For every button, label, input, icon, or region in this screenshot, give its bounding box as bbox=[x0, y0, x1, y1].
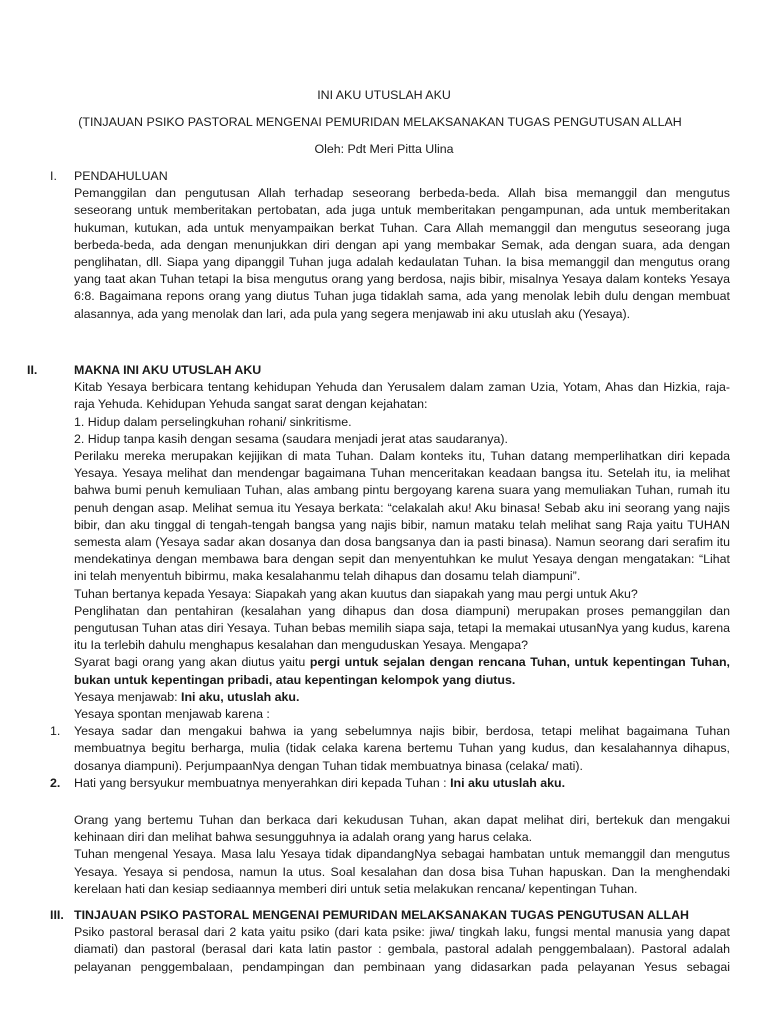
list-item-plain-text: Hati yang bersyukur membuatnya menyerahkan diri kepada Tuhan : bbox=[74, 775, 451, 790]
requirement-text: Syarat bagi orang yang akan diutus yaitu bbox=[74, 655, 310, 670]
section-heading: TINJAUAN PSIKO PASTORAL MENGENAI PEMURIDAN MELAKSANAKAN TUGAS PENGUTUSAN ALLAH bbox=[74, 908, 689, 922]
doc-subtitle: (TINJAUAN PSIKO PASTORAL MENGENAI PEMURIDAN MELAKSANAKAN TUGAS PENGUTUSAN ALLAH bbox=[78, 115, 682, 129]
list-number: 1. bbox=[50, 724, 61, 739]
list-item-bold-text: Ini aku utuslah aku. bbox=[450, 775, 566, 790]
section-number: II. bbox=[27, 363, 38, 377]
doc-author: Oleh: Pdt Meri Pitta Ulina bbox=[314, 142, 454, 156]
paragraph-purification: Penglihatan dan pentahiran (kesalahan yang dihapus dan dosa diampuni) merupakan proses pemanggilan dan pengutusan Tuhan atas diri Yesaya. Tuhan bebas memilih siapa saja, tetapi Ia memakai utusanNya yang kudus, karena itu Ia terlebih dahulu menghapus kesalahan dan menguduskan Yesaya. Mengapa? bbox=[74, 603, 730, 653]
paragraph-answer bbox=[74, 689, 730, 706]
paragraph-intro: Kitab Yesaya berbicara tentang kehidupan Yehuda dan Yerusalem dalam zaman Uzia, Yotam, Ahas dan Hizkia, raja-raja Yehuda. Kehidupan Yehuda sangat sarat dengan kejahatan: bbox=[74, 380, 730, 412]
doc-title: INI AKU UTUSLAH AKU bbox=[317, 88, 451, 102]
paragraph-requirement bbox=[74, 654, 730, 688]
list-item-text: Yesaya sadar dan mengakui bahwa ia yang sebelumnya najis bibir, berdosa, tetapi melihat bagaimana Tuhan membuatnya begitu berharga, mulia (tidak celaka karena bertemu Tuhan yang kudus, dan kesalahannya dihapus, dosanya diampuni). PerjumpaanNya dengan Tuhan tidak membuatnya binasa (celaka/ mati). bbox=[74, 724, 730, 773]
list-item: 2. Hidup tanpa kasih dengan sesama (saudara menjadi jerat atas saudaranya). bbox=[74, 431, 508, 446]
list-item bbox=[50, 775, 730, 792]
list-item-text bbox=[74, 775, 730, 792]
list-item bbox=[50, 723, 730, 775]
paragraph-question: Tuhan bertanya kepada Yesaya: Siapakah yang akan kuutus dan siapakah yang mau pergi untuk Aku? bbox=[74, 586, 638, 601]
section-number: I. bbox=[50, 169, 57, 183]
section-pendahuluan bbox=[50, 168, 730, 323]
list-item: 1. Hidup dalam perselingkuhan rohani/ sinkritisme. bbox=[74, 414, 352, 429]
paragraph-reason: Yesaya spontan menjawab karena : bbox=[74, 707, 270, 722]
section-makna-continued bbox=[74, 812, 730, 898]
paragraph-vision: Perilaku mereka merupakan kejijikan di mata Tuhan. Dalam konteks itu, Tuhan datang memperlihatkan diri kepada Yesaya. Yesaya melihat dan mendengar bagaimana Tuhan menceritakan keadaan bangsa itu. Setelah itu, ia melihat bahwa bumi penuh kemuliaan Tuhan, alas ambang pintu bergoyang karena suara yang memuliakan Tuhan, rumah itu penuh dengan asap. Melihat semua itu Yesaya berkata: “celakalah aku! Aku binasa! Sebab aku ini seorang yang najis bibir, dan aku tinggal di tengah-tengah bangsa yang najis bibir, namun mataku telah melihat sang Raja yaitu TUHAN semesta alam (Yesaya sadar akan dosanya dan dosa bangsanya dan ia pasti binasa). Namun seorang dari serafim itu mendekatinya dengan membawa bara dengan sepit dan menyentuhkan ke mulut Yesaya dengan mengatakan: “Lihat ini telah menyentuh bibirmu, maka kesalahanmu telah dihapus dan dosamu telah diampuni”. bbox=[74, 449, 730, 584]
section-makna bbox=[27, 362, 731, 792]
section-paragraph: Pemanggilan dan pengutusan Allah terhadap seseorang berbeda-beda. Allah bisa memanggil dan mengutus seseorang untuk memberitakan pertobatan, ada juga untuk memberitakan pengampunan, ada untuk memberitakan hukuman, kutukan, ada untuk menyampaikan berkat Tuhan. Cara Allah memanggil dan mengutus seseorang juga berbeda-beda, ada dengan menunjukkan diri dengan api yang membakar Semak, ada dengan suara, ada dengan penglihatan, dll. Siapa yang dipanggil Tuhan juga adalah kedaulatan Tuhan. Ia bisa memanggil dan mengutus orang yang taat akan Tuhan tetapi Ia bisa mengutus orang yang berdosa, najis bibir, misalnya Yesaya dalam konteks Yesaya 6:8. Bagaimana repons orang yang diutus Tuhan juga tidaklah sama, ada yang menolak lebih dulu dengan membuat alasannya, ada yang menolak dan lari, ada pula yang segera menjawab ini aku utuslah aku (Yesaya). bbox=[74, 186, 730, 321]
paragraph-encounter: Orang yang bertemu Tuhan dan berkaca dari kekudusan Tuhan, akan dapat melihat diri, bertekuk dan mengakui kehinaan diri dan melihat bahwa sesungguhnya ia adalah orang yang harus celaka. bbox=[74, 813, 730, 845]
section-tinjauan bbox=[50, 907, 730, 976]
list-number: 2. bbox=[50, 775, 61, 790]
section-heading: PENDAHULUAN bbox=[74, 169, 168, 183]
section-heading: MAKNA INI AKU UTUSLAH AKU bbox=[74, 363, 262, 377]
requirement-bold-text: pergi untuk sejalan dengan rencana Tuhan, untuk kepentingan Tuhan, bukan untuk kepentingan pribadi, atau kepentingan kelompok yang diutus. bbox=[74, 655, 731, 687]
section-paragraph: Psiko pastoral berasal dari 2 kata yaitu psiko (dari kata psike: jiwa/ tingkah laku, fungsi mental manusia yang dapat diamati) dan pastoral (berasal dari kata latin pastor : gembala, pastoral adalah penggembalaan). Pastoral adalah pelayanan penggembalaan, pendampingan dan pembinaan yang didasarkan pada pelayanan Yesus sebagai bbox=[74, 925, 730, 974]
answer-bold-text: Ini aku, utuslah aku. bbox=[181, 689, 300, 704]
paragraph-known: Tuhan mengenal Yesaya. Masa lalu Yesaya tidak dipandangNya sebagai hambatan untuk memanggil dan mengutus Yesaya. Yesaya si pendosa, namun Ia utus. Soal kesalahan dan dosa bisa Tuhan hapuskan. Dan Ia menghendaki kerelaan hati dan kesiap sediaannya memberi diri untuk setia melakukan rencana/ kepentingan Tuhan. bbox=[74, 847, 730, 896]
section-number: III. bbox=[50, 908, 64, 922]
answer-text: Yesaya menjawab: bbox=[74, 689, 181, 704]
